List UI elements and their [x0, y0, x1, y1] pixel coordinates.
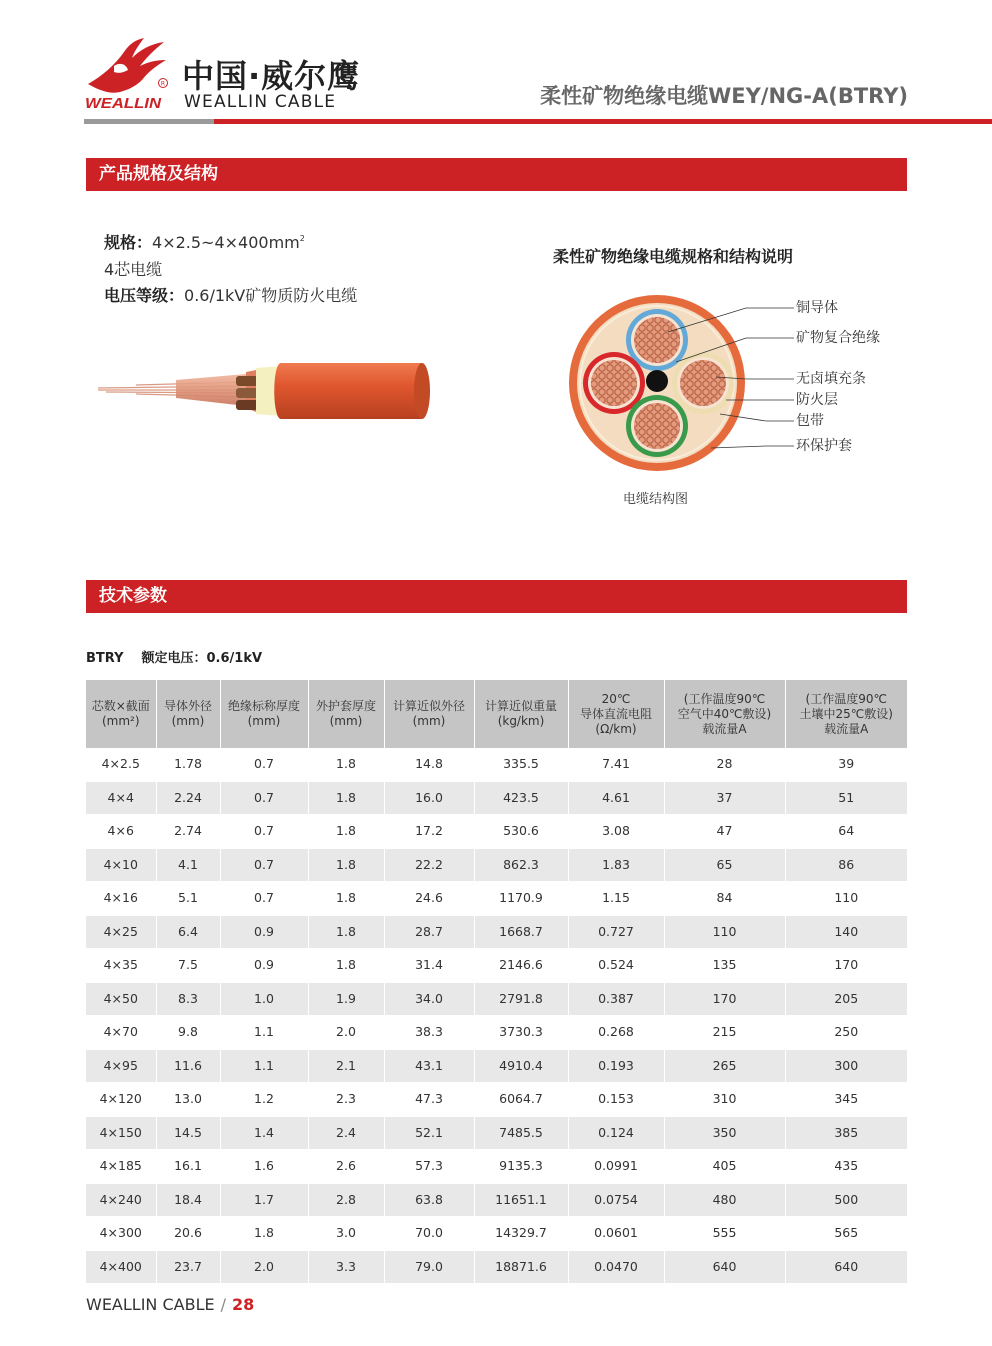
- table-cell: 4×25: [86, 915, 156, 949]
- brand-name-en: WEALLIN CABLE: [184, 92, 337, 112]
- header-divider-gray: [84, 119, 214, 124]
- table-cell: 1.1: [220, 1049, 308, 1083]
- legend-mineral-insulation: 矿物复合绝缘: [796, 330, 880, 346]
- table-cell: 215: [664, 1016, 785, 1050]
- legend-tape: 包带: [796, 413, 824, 429]
- table-cell: 250: [785, 1016, 907, 1050]
- svg-text:R: R: [160, 80, 166, 88]
- table-cell: 1.15: [568, 882, 664, 916]
- table-cell: 2791.8: [474, 982, 568, 1016]
- header-line: 载流量A: [824, 721, 869, 736]
- table-cell: 335.5: [474, 748, 568, 781]
- table-cell: 1.8: [308, 848, 384, 882]
- header-divider-red: [214, 119, 992, 124]
- table-cell: 17.2: [384, 815, 474, 849]
- table-cell: 435: [785, 1150, 907, 1184]
- table-header-cell: [308, 680, 384, 748]
- header-line: (工作温度90℃: [805, 691, 887, 706]
- table-cell: 28.7: [384, 915, 474, 949]
- header-line: (mm): [247, 714, 281, 728]
- table-cell: 1.8: [308, 882, 384, 916]
- table-cell: 22.2: [384, 848, 474, 882]
- table-cell: 65: [664, 848, 785, 882]
- table-cell: 0.193: [568, 1049, 664, 1083]
- logo-wordmark: WEALLIN: [85, 95, 163, 110]
- section-header-specs: [86, 158, 907, 191]
- table-cell: 2.0: [308, 1016, 384, 1050]
- logo-bird-icon: [84, 36, 170, 110]
- table-row: [86, 982, 907, 1016]
- table-cell: 1.7: [220, 1183, 308, 1217]
- spec-superscript: 2: [299, 234, 305, 243]
- table-cell: 16.1: [156, 1150, 220, 1184]
- table-cell: 70.0: [384, 1217, 474, 1251]
- table-header-cell: [568, 680, 664, 748]
- table-header-cell: [156, 680, 220, 748]
- table-cell: 1.8: [308, 949, 384, 983]
- table-cell: 7.41: [568, 748, 664, 781]
- table-cell: 51: [785, 781, 907, 815]
- table-cell: 5.1: [156, 882, 220, 916]
- diagram-caption: 电缆结构图: [623, 492, 689, 507]
- table-cell: 1.8: [308, 915, 384, 949]
- table-row: [86, 1016, 907, 1050]
- header-line: (工作温度90℃: [683, 691, 766, 706]
- table-cell: 0.387: [568, 982, 664, 1016]
- header-line: 载流量A: [702, 721, 747, 736]
- table-header-cell: [664, 680, 785, 748]
- table-cell: 4×10: [86, 848, 156, 882]
- table-cell: 4×95: [86, 1049, 156, 1083]
- table-cell: 170: [785, 949, 907, 983]
- table-cell: 0.9: [220, 949, 308, 983]
- table-cell: 0.727: [568, 915, 664, 949]
- table-cell: 13.0: [156, 1083, 220, 1117]
- table-cell: 79.0: [384, 1250, 474, 1284]
- table-cell: 4910.4: [474, 1049, 568, 1083]
- table-cell: 4×2.5: [86, 748, 156, 781]
- diagram-title: 柔性矿物绝缘电缆规格和结构说明: [553, 247, 794, 266]
- page-number: 28: [231, 1295, 255, 1314]
- table-cell: 310: [664, 1083, 785, 1117]
- table-cell: 16.0: [384, 781, 474, 815]
- table-cell: 140: [785, 915, 907, 949]
- table-cell: 64: [785, 815, 907, 849]
- cores-line: 4芯电缆: [104, 259, 163, 279]
- table-cell: 7485.5: [474, 1116, 568, 1150]
- spec-value: 4×2.5~4×400mm: [152, 233, 300, 252]
- table-cell: 0.7: [220, 882, 308, 916]
- spec-line: [104, 226, 357, 257]
- table-header-cell: [384, 680, 474, 748]
- table-cell: 2.3: [308, 1083, 384, 1117]
- table-cell: 34.0: [384, 982, 474, 1016]
- table-cell: 0.0601: [568, 1217, 664, 1251]
- table-cell: 3.3: [308, 1250, 384, 1284]
- table-cell: 2.0: [220, 1250, 308, 1284]
- table-cell: 3.08: [568, 815, 664, 849]
- table-cell: 86: [785, 848, 907, 882]
- product-title: 柔性矿物绝缘电缆WEY/NG-A(BTRY): [540, 84, 908, 108]
- table-cell: 555: [664, 1217, 785, 1251]
- table-header-cell: [86, 680, 156, 748]
- header-line: 土壤中25℃敷设): [799, 706, 893, 721]
- table-cell: 0.268: [568, 1016, 664, 1050]
- table-header-cell: [474, 680, 568, 748]
- table-caption: [86, 651, 262, 667]
- legend-halogen-free-filler: 无卤填充条: [796, 371, 866, 387]
- table-row: [86, 815, 907, 849]
- table-cell: 1.78: [156, 748, 220, 781]
- table-cell: 4×400: [86, 1250, 156, 1284]
- table-cell: 11.6: [156, 1049, 220, 1083]
- table-cell: 2.4: [308, 1116, 384, 1150]
- table-cell: 385: [785, 1116, 907, 1150]
- table-cell: 84: [664, 882, 785, 916]
- table-cell: 31.4: [384, 949, 474, 983]
- table-cell: 205: [785, 982, 907, 1016]
- table-cell: 43.1: [384, 1049, 474, 1083]
- table-cell: 640: [785, 1250, 907, 1284]
- legend-fire-layer: 防火层: [796, 392, 838, 408]
- table-cell: 0.524: [568, 949, 664, 983]
- table-row: [86, 1083, 907, 1117]
- table-cell: 530.6: [474, 815, 568, 849]
- table-row: [86, 1116, 907, 1150]
- table-cell: 57.3: [384, 1150, 474, 1184]
- table-cell: 1.2: [220, 1083, 308, 1117]
- footer-brand: WEALLIN CABLE: [86, 1295, 215, 1314]
- header-line: 计算近似外径: [392, 699, 465, 713]
- table-cell: 0.0470: [568, 1250, 664, 1284]
- table-cell: 110: [785, 882, 907, 916]
- table-cell: 4×120: [86, 1083, 156, 1117]
- table-cell: 4×6: [86, 815, 156, 849]
- header-line: 20℃: [601, 691, 631, 706]
- table-cell: 6064.7: [474, 1083, 568, 1117]
- table-cell: 1.9: [308, 982, 384, 1016]
- table-cell: 265: [664, 1049, 785, 1083]
- table-cell: 2.8: [308, 1183, 384, 1217]
- header-line: 空气中40℃敷设): [677, 706, 772, 721]
- table-cell: 1.6: [220, 1150, 308, 1184]
- voltage-line: [104, 283, 357, 310]
- section-title-tech: 技术参数: [99, 586, 167, 606]
- table-row: [86, 748, 907, 781]
- table-cell: 1668.7: [474, 915, 568, 949]
- table-cell: 0.7: [220, 848, 308, 882]
- tech-params-table: [86, 680, 907, 1284]
- table-cell: 9135.3: [474, 1150, 568, 1184]
- table-cell: 4×185: [86, 1150, 156, 1184]
- table-cell: 24.6: [384, 882, 474, 916]
- table-cell: 405: [664, 1150, 785, 1184]
- table-row: [86, 1049, 907, 1083]
- table-cell: 300: [785, 1049, 907, 1083]
- table-cell: 2146.6: [474, 949, 568, 983]
- table-cell: 3730.3: [474, 1016, 568, 1050]
- table-row: [86, 1250, 907, 1284]
- table-cell: 0.7: [220, 815, 308, 849]
- header-line: (kg/km): [497, 714, 545, 728]
- table-cell: 20.6: [156, 1217, 220, 1251]
- table-cell: 38.3: [384, 1016, 474, 1050]
- table-cell: 1.0: [220, 982, 308, 1016]
- table-cell: 110: [664, 915, 785, 949]
- spec-label: 规格：: [104, 233, 153, 252]
- table-cell: 345: [785, 1083, 907, 1117]
- table-cell: 4×240: [86, 1183, 156, 1217]
- section-header-tech: [86, 580, 907, 613]
- table-cell: 135: [664, 949, 785, 983]
- brand-name-cn: 中国·威尔鹰: [182, 57, 361, 95]
- header-line: 导体外径: [163, 699, 212, 713]
- table-cell: 28: [664, 748, 785, 781]
- header-line: (mm): [171, 714, 205, 728]
- table-cell: 2.1: [308, 1049, 384, 1083]
- table-cell: 1.8: [308, 781, 384, 815]
- header-line: 绝缘标称厚度: [227, 699, 300, 713]
- table-cell: 423.5: [474, 781, 568, 815]
- table-cell: 2.6: [308, 1150, 384, 1184]
- header-line: (Ω/km): [595, 721, 637, 736]
- table-cell: 0.0754: [568, 1183, 664, 1217]
- table-cell: 640: [664, 1250, 785, 1284]
- table-cell: 0.0991: [568, 1150, 664, 1184]
- table-cell: 4×300: [86, 1217, 156, 1251]
- section-title-specs: 产品规格及结构: [99, 164, 218, 184]
- footer-separator: /: [220, 1295, 226, 1314]
- table-rated-voltage: 额定电压：0.6/1kV: [141, 651, 263, 666]
- table-cell: 8.3: [156, 982, 220, 1016]
- header-line: 导体直流电阻: [579, 706, 652, 721]
- table-header-cell: [220, 680, 308, 748]
- table-header-cell: [785, 680, 907, 748]
- table-cell: 350: [664, 1116, 785, 1150]
- footer: [86, 1295, 254, 1315]
- table-cell: 0.153: [568, 1083, 664, 1117]
- table-cell: 23.7: [156, 1250, 220, 1284]
- table-cell: 3.0: [308, 1217, 384, 1251]
- table-cell: 4×4: [86, 781, 156, 815]
- table-cell: 4×150: [86, 1116, 156, 1150]
- legend-copper-conductor: 铜导体: [796, 300, 838, 316]
- table-cell: 565: [785, 1217, 907, 1251]
- table-cell: 47.3: [384, 1083, 474, 1117]
- table-cell: 0.7: [220, 781, 308, 815]
- header-line: (mm): [329, 714, 363, 728]
- table-cell: 4.1: [156, 848, 220, 882]
- table-cell: 1.83: [568, 848, 664, 882]
- table-cell: 47: [664, 815, 785, 849]
- table-cell: 63.8: [384, 1183, 474, 1217]
- table-cell: 4×35: [86, 949, 156, 983]
- table-cell: 18.4: [156, 1183, 220, 1217]
- table-row: [86, 1183, 907, 1217]
- table-header-row: [86, 680, 907, 748]
- table-cell: 0.9: [220, 915, 308, 949]
- table-cell: 4.61: [568, 781, 664, 815]
- table-cell: 14.8: [384, 748, 474, 781]
- table-row: [86, 949, 907, 983]
- table-row: [86, 1150, 907, 1184]
- table-cell: 2.74: [156, 815, 220, 849]
- table-cell: 0.124: [568, 1116, 664, 1150]
- table-cell: 14329.7: [474, 1217, 568, 1251]
- table-cell: 2.24: [156, 781, 220, 815]
- table-cell: 9.8: [156, 1016, 220, 1050]
- table-row: [86, 848, 907, 882]
- table-cell: 1.8: [308, 748, 384, 781]
- header-line: 外护套厚度: [315, 699, 376, 713]
- table-cell: 14.5: [156, 1116, 220, 1150]
- header-line: (mm): [412, 714, 446, 728]
- header-line: 计算近似重量: [484, 699, 557, 713]
- table-cell: 52.1: [384, 1116, 474, 1150]
- header-line: 芯数×截面: [91, 699, 150, 713]
- table-cell: 170: [664, 982, 785, 1016]
- table-row: [86, 915, 907, 949]
- table-cell: 39: [785, 748, 907, 781]
- cable-illustration: [96, 360, 432, 422]
- table-cell: 0.7: [220, 748, 308, 781]
- spec-block: [104, 226, 357, 310]
- table-cell: 7.5: [156, 949, 220, 983]
- voltage-value: 0.6/1kV矿物质防火电缆: [184, 286, 358, 305]
- table-cell: 480: [664, 1183, 785, 1217]
- table-cell: 1.4: [220, 1116, 308, 1150]
- table-cell: 4×16: [86, 882, 156, 916]
- table-cell: 1170.9: [474, 882, 568, 916]
- table-cell: 862.3: [474, 848, 568, 882]
- table-row: [86, 1217, 907, 1251]
- table-cell: 1.8: [308, 815, 384, 849]
- voltage-label: 电压等级：: [104, 286, 185, 305]
- legend-eco-sheath: 环保护套: [796, 438, 852, 454]
- table-row: [86, 781, 907, 815]
- table-cell: 18871.6: [474, 1250, 568, 1284]
- table-cell: 1.8: [220, 1217, 308, 1251]
- table-cell: 4×50: [86, 982, 156, 1016]
- table-cell: 500: [785, 1183, 907, 1217]
- table-cell: 4×70: [86, 1016, 156, 1050]
- header-line: (mm²): [101, 714, 140, 728]
- table-row: [86, 882, 907, 916]
- table-model: BTRY: [86, 651, 124, 666]
- table-cell: 6.4: [156, 915, 220, 949]
- table-cell: 1.1: [220, 1016, 308, 1050]
- table-cell: 37: [664, 781, 785, 815]
- table-cell: 11651.1: [474, 1183, 568, 1217]
